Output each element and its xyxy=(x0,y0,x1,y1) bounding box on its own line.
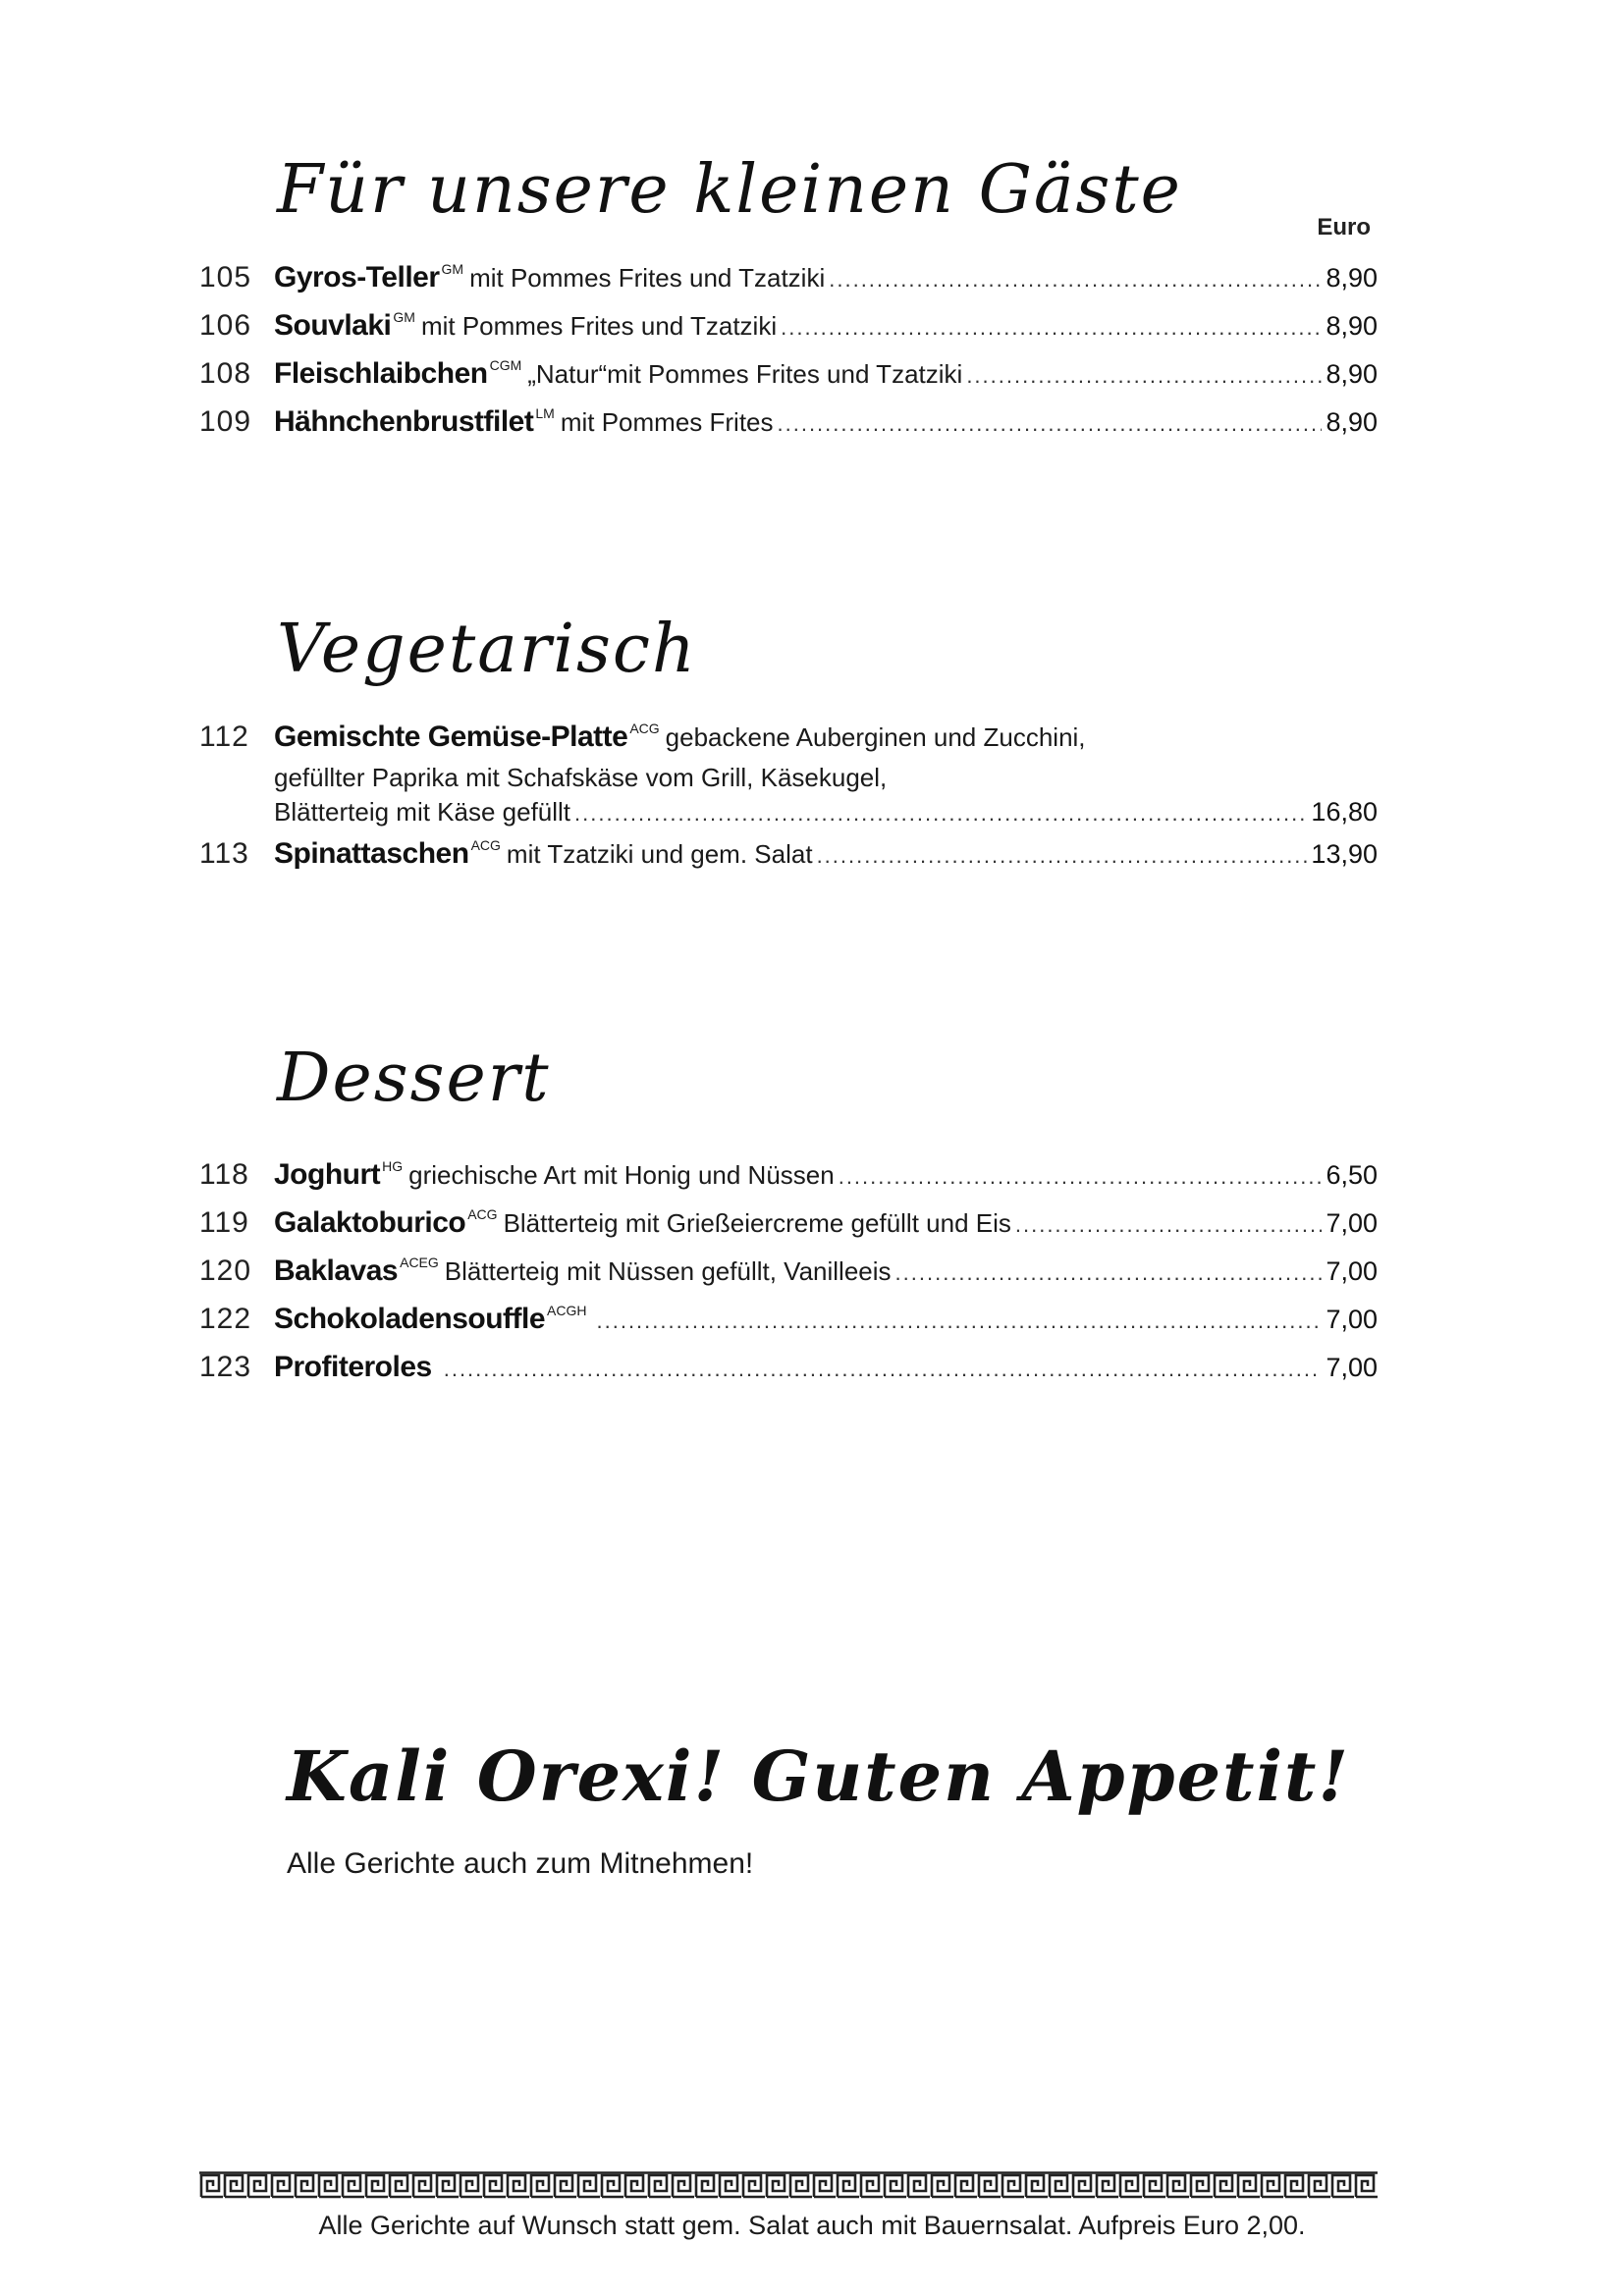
item-description-line-3: Blätterteig mit Käse gefüllt xyxy=(274,797,571,827)
menu-item xyxy=(199,349,1378,398)
item-number: 109 xyxy=(199,405,252,438)
item-name: Hähnchenbrustfilet xyxy=(274,405,534,438)
item-description: mit Pommes Frites und Tzatziki xyxy=(420,311,778,341)
item-number: 106 xyxy=(199,309,252,342)
item-number: 112 xyxy=(199,721,249,753)
dot-leader xyxy=(829,255,1322,303)
item-description: gebackene Auberginen und Zucchini, xyxy=(665,722,1086,752)
item-name: Gemischte Gemüse-Platte xyxy=(274,721,628,753)
dot-leader xyxy=(817,831,1308,880)
item-allergens: ACEG xyxy=(400,1255,439,1270)
dot-leader xyxy=(839,1152,1323,1201)
item-price: 8,90 xyxy=(1326,359,1378,389)
item-line xyxy=(199,795,1378,829)
menu-item xyxy=(199,1343,1378,1391)
dot-leader xyxy=(966,351,1322,400)
item-price: 8,90 xyxy=(1326,407,1378,437)
item-allergens: ACG xyxy=(629,721,660,736)
item-description: mit Pommes Frites xyxy=(560,407,774,437)
item-name: Galaktoburico xyxy=(274,1206,466,1239)
closing-title: Kali Orexi! Guten Appetit! xyxy=(287,1735,1351,1817)
item-price: 13,90 xyxy=(1311,839,1378,869)
greek-meander-border xyxy=(199,2171,1378,2199)
section-title-vegetarian: Vegetarisch xyxy=(277,611,697,688)
item-name: Gyros-Teller xyxy=(274,261,440,294)
menu-item xyxy=(199,398,1378,446)
menu-list-vegetarian xyxy=(199,713,1378,878)
section-title-dessert: Dessert xyxy=(277,1040,551,1117)
item-name: Fleischlaibchen xyxy=(274,357,488,390)
item-description-line-2: gefüllter Paprika mit Schafskäse vom Grill, Käsekugel, xyxy=(274,763,888,792)
menu-item xyxy=(199,1150,1378,1199)
item-line xyxy=(199,761,1378,795)
dot-leader xyxy=(1015,1201,1323,1249)
item-name: Souvlaki xyxy=(274,309,392,342)
item-price: 6,50 xyxy=(1326,1160,1378,1190)
item-number: 119 xyxy=(199,1206,249,1239)
item-description: „Natur“mit Pommes Frites und Tzatziki xyxy=(527,359,963,389)
item-allergens: GM xyxy=(441,261,464,277)
menu-list-dessert xyxy=(199,1150,1378,1391)
item-number: 105 xyxy=(199,261,252,294)
item-description: griechische Art mit Honig und Nüssen xyxy=(408,1160,835,1190)
menu-item xyxy=(199,301,1378,349)
item-allergens: CGM xyxy=(489,357,522,373)
dot-leader xyxy=(781,303,1322,351)
item-number: 122 xyxy=(199,1303,252,1335)
item-name: Spinattaschen xyxy=(274,837,469,870)
item-name: Profiteroles xyxy=(274,1351,432,1383)
item-number: 123 xyxy=(199,1351,252,1383)
item-number: 120 xyxy=(199,1255,252,1287)
menu-item xyxy=(199,1247,1378,1295)
item-description: mit Tzatziki und gem. Salat xyxy=(506,839,813,869)
item-price: 8,90 xyxy=(1326,311,1378,341)
menu-item xyxy=(199,1295,1378,1343)
item-allergens: GM xyxy=(393,309,415,325)
dot-leader xyxy=(444,1345,1323,1393)
item-allergens: ACG xyxy=(470,837,501,853)
item-name: Joghurt xyxy=(274,1158,381,1191)
item-description: Blätterteig mit Grießeiercreme gefüllt und Eis xyxy=(503,1208,1011,1238)
dot-leader xyxy=(597,1297,1323,1345)
footer-note: Alle Gerichte auf Wunsch statt gem. Salat auch mit Bauernsalat. Aufpreis Euro 2,00. xyxy=(318,2211,1306,2240)
item-price: 7,00 xyxy=(1326,1305,1378,1334)
item-description: mit Pommes Frites und Tzatziki xyxy=(469,263,826,293)
dot-leader xyxy=(778,400,1323,448)
section-title-kids: Für unsere kleinen Gäste xyxy=(277,151,1182,229)
item-price: 7,00 xyxy=(1326,1256,1378,1286)
item-number: 108 xyxy=(199,357,252,390)
item-price: 7,00 xyxy=(1326,1353,1378,1382)
item-allergens: HG xyxy=(382,1158,404,1174)
takeaway-note: Alle Gerichte auch zum Mitnehmen! xyxy=(287,1847,754,1880)
item-price: 7,00 xyxy=(1326,1208,1378,1238)
dot-leader xyxy=(574,796,1307,830)
item-name: Baklavas xyxy=(274,1255,399,1287)
menu-item xyxy=(199,1199,1378,1247)
item-number: 118 xyxy=(199,1158,249,1191)
menu-item xyxy=(199,829,1378,878)
item-line xyxy=(199,713,1378,761)
item-allergens: ACGH xyxy=(547,1303,587,1318)
menu-item xyxy=(199,253,1378,301)
item-price: 16,80 xyxy=(1311,797,1378,827)
currency-label: Euro xyxy=(1317,214,1371,240)
item-allergens: ACG xyxy=(467,1206,498,1222)
item-description: Blätterteig mit Nüssen gefüllt, Vanilleeis xyxy=(444,1256,892,1286)
item-number: 113 xyxy=(199,837,249,870)
menu-item xyxy=(199,713,1378,829)
item-name: Schokoladensouffle xyxy=(274,1303,546,1335)
dot-leader xyxy=(895,1249,1323,1297)
item-allergens: LM xyxy=(535,405,555,421)
item-price: 8,90 xyxy=(1326,263,1378,293)
menu-list-kids xyxy=(199,253,1378,446)
